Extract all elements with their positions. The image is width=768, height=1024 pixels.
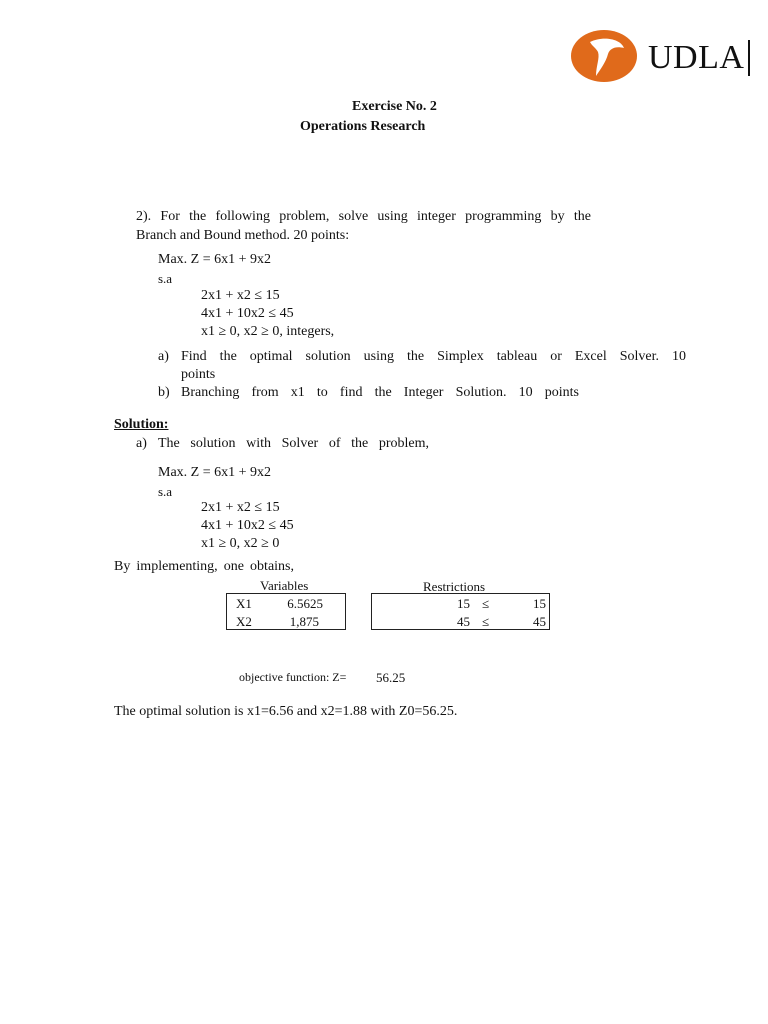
course-title: Operations Research xyxy=(300,119,426,134)
restriction-rhs: 15 xyxy=(533,596,546,611)
variables-header: Variables xyxy=(260,578,309,593)
solution-subject-to: s.a xyxy=(158,484,173,499)
solution-constraint-3: x1 ≥ 0, x2 ≥ 0 xyxy=(201,536,280,551)
logo-divider xyxy=(748,40,750,76)
item-a-line2: points xyxy=(181,367,216,382)
item-a-line1: Find the optimal solution using the Simplex tableau or Excel Solver. 10 xyxy=(181,349,686,364)
restriction-rhs: 45 xyxy=(533,614,546,629)
problem-subject-to: s.a xyxy=(158,271,173,286)
variable-name: X1 xyxy=(236,596,252,611)
solution-constraint-2: 4x1 + 10x2 ≤ 45 xyxy=(201,518,294,533)
solution-constraint-1: 2x1 + x2 ≤ 15 xyxy=(201,500,280,515)
restriction-operator: ≤ xyxy=(482,614,490,629)
restrictions-header: Restrictions xyxy=(423,579,486,594)
solution-heading: Solution: xyxy=(114,417,169,432)
objective-function-label: objective function: Z= xyxy=(239,670,347,684)
problem-objective: Max. Z = 6x1 + 9x2 xyxy=(158,252,272,267)
problem-intro-line1: 2). For the following problem, solve using integer programming by the xyxy=(136,209,591,224)
implementing-text: By implementing, one obtains, xyxy=(114,559,294,574)
variable-name: X2 xyxy=(236,614,252,629)
problem-constraint-2: 4x1 + 10x2 ≤ 45 xyxy=(201,306,294,321)
variable-value: 6.5625 xyxy=(287,596,323,611)
variables-table xyxy=(226,593,346,630)
udla-logo-icon xyxy=(570,28,640,84)
item-a-marker: a) xyxy=(158,349,169,364)
solution-a-text: The solution with Solver of the problem, xyxy=(158,436,429,451)
problem-constraint-1: 2x1 + x2 ≤ 15 xyxy=(201,288,280,303)
problem-intro-line2: Branch and Bound method. 20 points: xyxy=(136,228,350,243)
optimal-solution-text: The optimal solution is x1=6.56 and x2=1.88 with Z0=56.25. xyxy=(114,704,458,719)
restrictions-table xyxy=(371,593,550,630)
restriction-operator: ≤ xyxy=(482,596,490,611)
variable-value: 1,875 xyxy=(289,614,319,629)
item-b-marker: b) xyxy=(158,385,170,400)
restriction-lhs: 15 xyxy=(457,596,470,611)
problem-constraint-3: x1 ≥ 0, x2 ≥ 0, integers, xyxy=(201,324,335,339)
solution-objective: Max. Z = 6x1 + 9x2 xyxy=(158,465,272,480)
restriction-lhs: 45 xyxy=(457,614,470,629)
objective-function-value: 56.25 xyxy=(376,670,406,685)
solution-a-marker: a) xyxy=(136,436,147,451)
item-b-line1: Branching from x1 to find the Integer Solution. 10 points xyxy=(181,385,579,400)
exercise-title: Exercise No. 2 xyxy=(352,99,437,114)
logo-text: UDLA xyxy=(648,39,745,76)
